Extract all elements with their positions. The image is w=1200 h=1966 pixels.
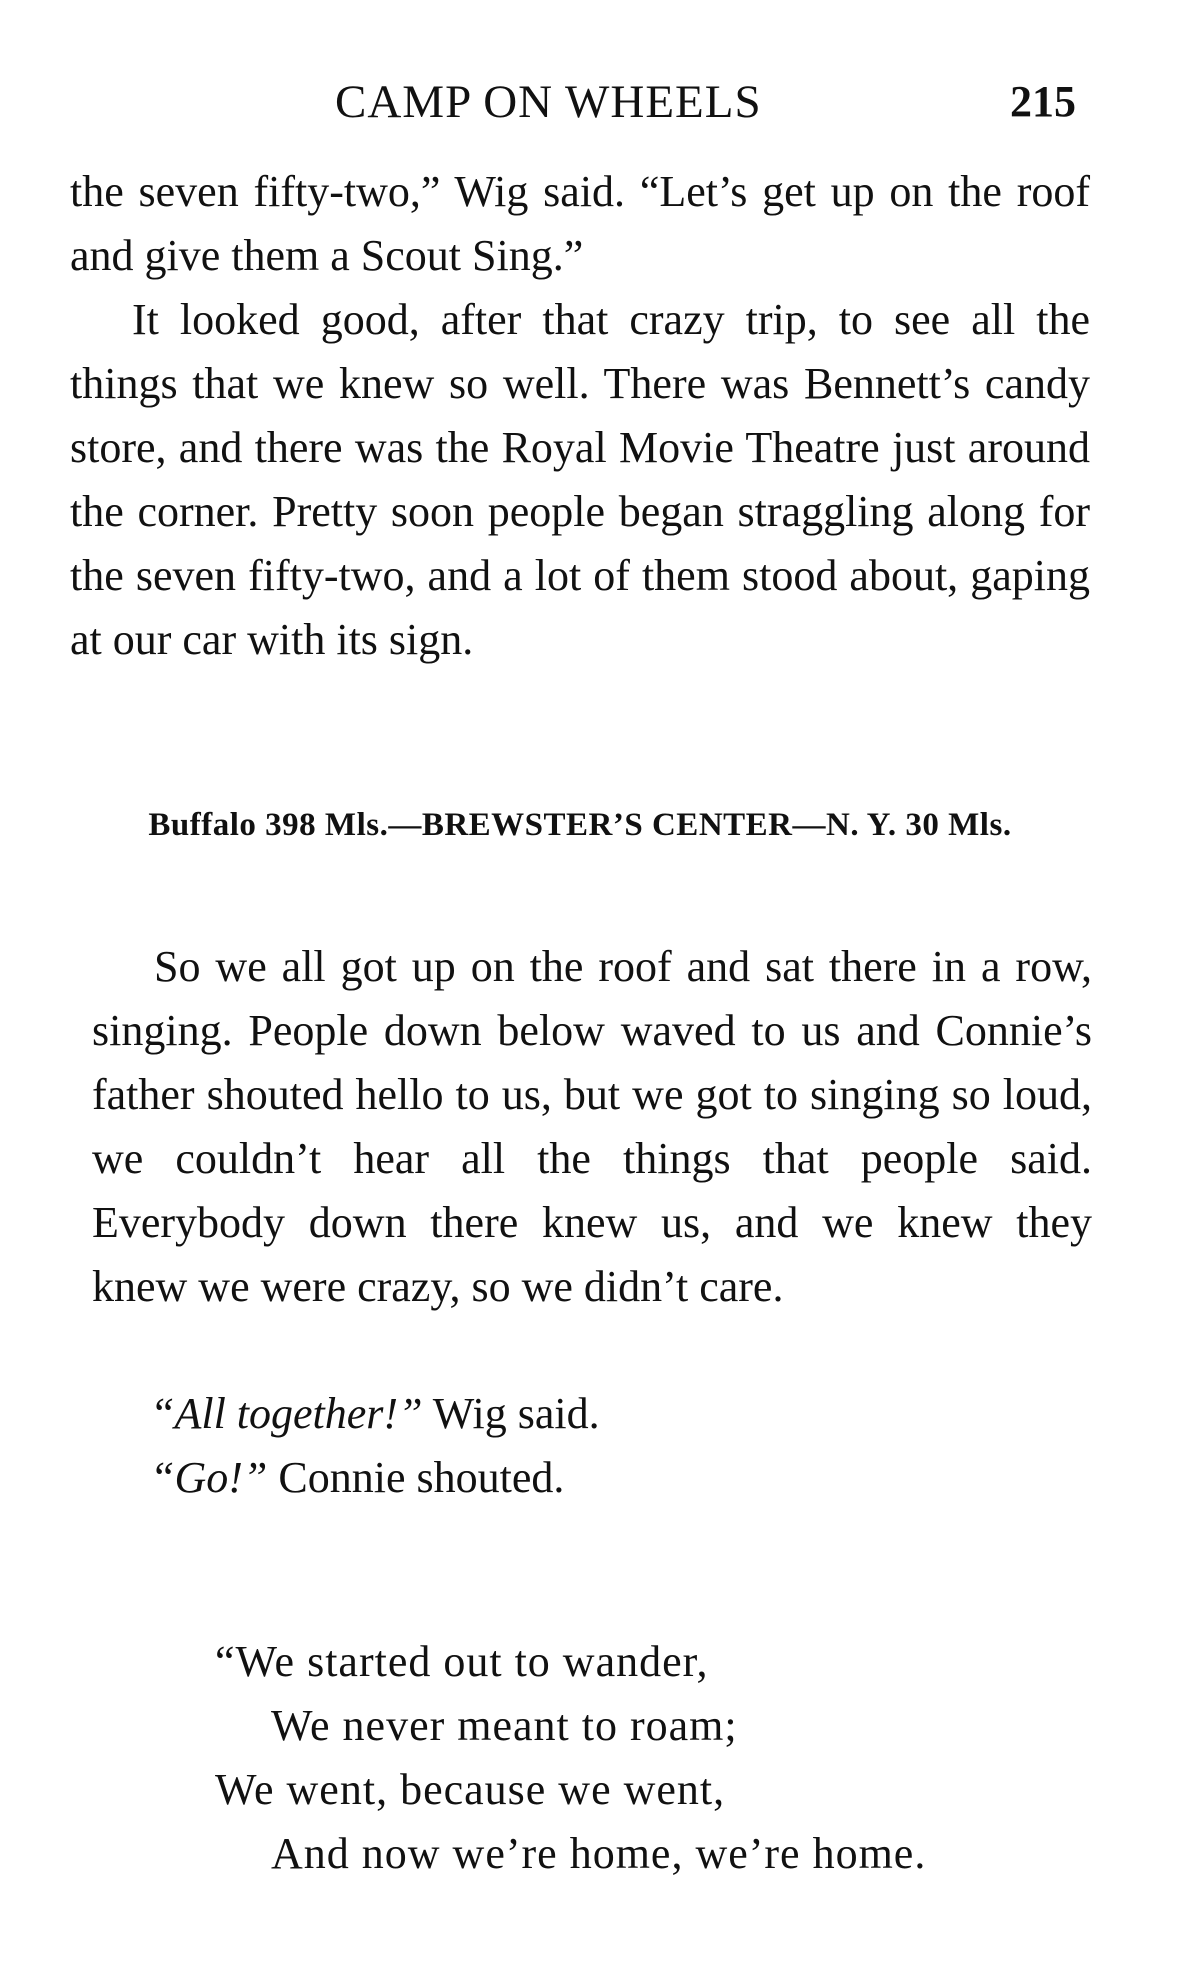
dialogue-quote: “Go!” — [150, 1453, 268, 1502]
verse-line: We never meant to roam; — [271, 1701, 738, 1750]
paragraph-text: the seven fifty-two,” Wig said. “Let’s get up on the roof and give them a Scout Sing.” — [70, 167, 1090, 280]
paragraph-continuation — [70, 160, 1090, 288]
paragraph-arrival — [70, 288, 1090, 672]
verse-line: And now we’re home, we’re home. — [271, 1829, 927, 1878]
page-number: 215 — [1010, 77, 1076, 126]
dialogue-attribution: Connie shouted. — [267, 1453, 565, 1502]
dialogue-attribution: Wig said. — [422, 1389, 600, 1438]
dialogue-line — [150, 1446, 564, 1510]
running-head — [0, 72, 1200, 132]
running-title: CAMP ON WHEELS — [335, 76, 762, 128]
paragraph-text: It looked good, after that crazy trip, to see all the things that we knew so well. There was Bennett’s candy store, and there was the Royal Movie Theatre just around the corner. Pretty soon people began straggling along for the seven fifty-two, and a lot of them stood about, gaping at our car with its sign. — [70, 295, 1090, 664]
paragraph-singing — [92, 935, 1092, 1319]
song-verse — [215, 1630, 926, 1886]
dialogue-quote: “All together!” — [150, 1389, 423, 1438]
verse-line: We went, because we went, — [215, 1765, 726, 1814]
dialogue-line — [150, 1382, 600, 1446]
paragraph-text: So we all got up on the roof and sat there in a row, singing. People down below waved to us and Connie’s father shouted hello to us, but we got to singing so loud, we couldn’t hear all the things that people said. Everybody down there knew us, and we knew they knew we were crazy, so we didn’t care. — [92, 942, 1092, 1311]
car-sign-text: Buffalo 398 Mls.—BREWSTER’S CENTER—N. Y. 30 Mls. — [148, 807, 1012, 843]
verse-line: “We started out to wander, — [215, 1637, 709, 1686]
